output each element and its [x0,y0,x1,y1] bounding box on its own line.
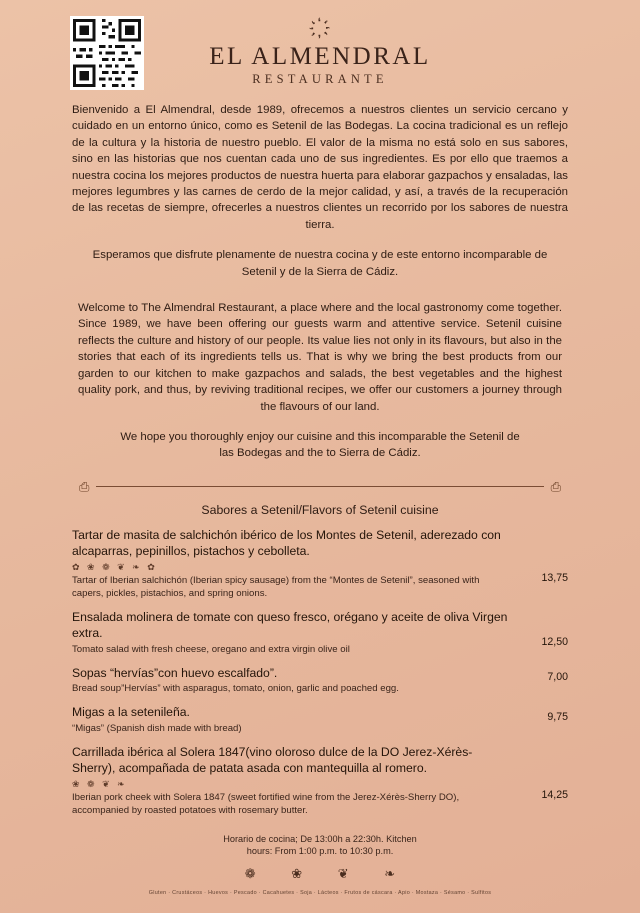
footer [72,833,568,900]
menu-item-name: Carrillada ibérica al Solera 1847(vino oloroso dulce de la DO Jerez-Xérès-Sherry), acompañada de patata asada con mantequilla al romero. [72,744,473,776]
menu-item-price: 13,75 [541,571,568,584]
section-divider [72,480,568,493]
allergen-legend-text: Gluten · Crustáceos · Huevos · Pescado · Cacahuetes · Soja · Lácteos · Frutos de cáscara · Apio · Mostaza · Sésamo · Sulfitos [148,890,492,897]
menu-item-name: Ensalada molinera de tomate con queso fresco, orégano y aceite de oliva Virgen extra. [72,609,508,641]
menu-section-title: Sabores a Setenil/Flavors of Setenil cuisine [201,502,439,517]
allergen-icons: ✿ ❀ ❁ ❦ ❧ ✿ [72,561,158,572]
intro-paragraph-en-2: We hope you thoroughly enjoy our cuisine and this incomparable the Setenil de las Bodegas and the to Sierra de Cádiz. [120,430,520,460]
menu-item-description: Bread soup”Hervías” with asparagus, tomato, onion, garlic and poached egg. [72,683,399,695]
menu-item-name: Tartar de masita de salchichón ibérico de los Montes de Setenil, aderezado con alcaparras, pepinillos, pistachos y cebolleta. [72,527,501,559]
menu-item-description: Iberian pork cheek with Solera 1847 (sweet fortified wine from the Jerez-Xérès-Sherry DO), accompanied by roasted potatoes with rosemary butter. [72,791,460,816]
intro-paragraph-en-1: Welcome to The Almendral Restaurant, a place where and the local gastronomy come together. Since 1989, we have been offering our guests warm and attentive service. Setenil cuisine reflects the culture and history of our people. Its value lies not only in its flavours, but also in the stories that each of its ingredients tells us. That is why we bring the best products from our garden to our kitchen to make gazpachos and salads, the best vegetables and the highest quality pork, and thus, by reviving traditional recipes, we offer our customers a journey through the flavours of our land. [78,302,562,413]
menu-item-price: 7,00 [547,671,568,684]
menu-item [72,527,568,600]
menu-item-description: “Migas” (Spanish dish made with bread) [72,722,242,734]
brand-block [72,10,568,87]
menu-item [72,744,568,817]
intro-paragraph-es-2: Esperamos que disfrute plenamente de nuestra cocina y de este entorno incomparable de Setenil y de la Sierra de Cádiz. [92,249,548,278]
menu-item-price: 9,75 [547,710,568,723]
allergen-legend-icons: ❁ ❀ ❦ ❧ [244,865,412,881]
intro-paragraph-es-1: Bienvenido a El Almendral, desde 1989, ofrecemos a nuestros clientes un servicio cercano y cuidado en un entorno único, como es Setenil de las Bodegas. La cocina tradicional es un reflejo de la cultura y la historia de nuestro pueblo. El valor de la misma no está solo en sus sabores, sino en las historias que nos cuentan cada uno de sus ingredientes. Es por ello que traemos a nuestra cocina los mejores productos de nuestra huerta para elaborar gazpachos y ensaladas, las mejores legumbres y las carnes de cerdo de la mejor calidad, y así, a través de la recuperación de las recetas de siempre, ofrecerles a nuestros clientes un recorrido por los sabores de nuestra tierra. [72,104,568,231]
kitchen-hours-line-1: Horario de cocina; De 13:00h a 22:30h. Kitchen [223,833,417,844]
menu-item-name: Sopas “hervías”con huevo escalfado”. [72,665,278,680]
divider-line-left [96,486,543,487]
menu-item-price: 12,50 [541,635,568,648]
allergen-icons: ❀ ❁ ❦ ❧ [72,778,128,789]
menu-item [72,704,568,735]
header [72,10,568,102]
menu-item [72,609,568,656]
intro-section [72,102,568,462]
menu-item-price: 14,25 [541,788,568,801]
almond-ornament-icon: ҉ [319,14,321,39]
divider-ornament-left-icon: ⎙ [79,478,90,494]
restaurant-subtitle: RESTAURANTE [252,72,388,86]
menu-item [72,665,568,696]
menu-item-description: Tomato salad with fresh cheese, oregano and extra virgin olive oil [72,643,350,655]
menu-item-name: Migas a la setenileña. [72,705,190,720]
menu-list [72,527,568,817]
kitchen-hours-line-2: hours: From 1:00 p.m. to 10:30 p.m. [246,846,394,857]
divider-ornament-right-icon: ⎙ [550,478,561,494]
qr-code-icon [70,16,144,90]
menu-item-description: Tartar of Iberian salchichón (Iberian spicy sausage) from the “Montes de Setenil”, seasoned with capers, pickles, pistachios, and spring onions. [72,574,480,599]
restaurant-name: EL ALMENDRAL [209,43,431,70]
